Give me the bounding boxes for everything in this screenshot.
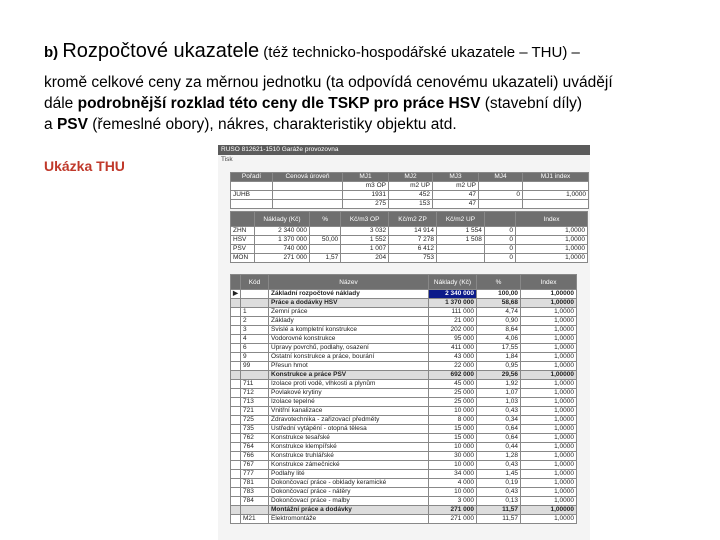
table-header-row (231, 173, 589, 182)
table-cell: 1 554 (437, 227, 485, 236)
table-row[interactable] (231, 353, 577, 362)
name-cell: Montážní práce a dodávky (269, 506, 429, 515)
table-cell: 0 (484, 227, 515, 236)
code-cell (241, 371, 269, 380)
cost-cell: 30 000 (429, 452, 477, 461)
table-row (231, 191, 589, 200)
row-selector[interactable] (231, 479, 241, 488)
percent-cell: 100,00 (477, 290, 521, 299)
units-table (230, 172, 589, 209)
code-cell: 777 (241, 470, 269, 479)
table-cell (523, 200, 589, 209)
code-cell: 725 (241, 416, 269, 425)
table-row[interactable] (231, 290, 577, 299)
table-header-row (231, 275, 577, 290)
table-row[interactable] (231, 452, 577, 461)
name-cell: Vodorovné konstrukce (269, 335, 429, 344)
index-cell: 1,0000 (521, 515, 577, 524)
code-cell: 764 (241, 443, 269, 452)
cost-cell: 692 000 (429, 371, 477, 380)
table-cell (310, 227, 341, 236)
code-cell: 6 (241, 344, 269, 353)
index-cell: 1,00000 (521, 299, 577, 308)
app-title-bar: RUSO 812621-1510 Garáže provozovna (218, 145, 590, 155)
table-row[interactable] (231, 227, 588, 236)
cost-cell: 3 000 (429, 497, 477, 506)
code-cell: 781 (241, 479, 269, 488)
name-cell: Podlahy lité (269, 470, 429, 479)
index-cell: 1,0000 (521, 479, 577, 488)
row-selector[interactable] (231, 299, 241, 308)
name-cell: Konstrukce klempířské (269, 443, 429, 452)
table-row[interactable] (231, 371, 577, 380)
row-selector[interactable] (231, 344, 241, 353)
table-cell (479, 200, 523, 209)
table-row[interactable] (231, 470, 577, 479)
name-cell: Svislé a kompletní konstrukce (269, 326, 429, 335)
table-row[interactable] (231, 479, 577, 488)
heading-title: Rozpočtové ukazatele (62, 40, 260, 62)
index-cell: 1,00000 (521, 506, 577, 515)
table-row[interactable] (231, 236, 588, 245)
row-selector[interactable] (231, 425, 241, 434)
table-cell: 1931 (343, 191, 389, 200)
percent-cell: 0,13 (477, 497, 521, 506)
table-cell: ZHN (231, 227, 255, 236)
percent-cell: 0,44 (477, 443, 521, 452)
percent-cell: 0,64 (477, 425, 521, 434)
column-header[interactable]: % (477, 275, 521, 290)
percent-cell: 29,56 (477, 371, 521, 380)
column-header[interactable]: MJ1 index (523, 173, 589, 182)
row-selector[interactable] (231, 416, 241, 425)
percent-cell: 0,90 (477, 317, 521, 326)
column-header[interactable]: Index (516, 212, 588, 227)
index-cell: 1,0000 (521, 470, 577, 479)
table-cell: m2 UP (389, 182, 433, 191)
table-cell: MON (231, 254, 255, 263)
cost-cell: 25 000 (429, 389, 477, 398)
thu-app-screenshot (218, 145, 590, 540)
table-cell (437, 245, 485, 254)
row-selector[interactable] (231, 407, 241, 416)
table-cell: 47 (433, 200, 479, 209)
row-selector[interactable] (231, 506, 241, 515)
column-header[interactable]: Cenová úroveň (273, 173, 343, 182)
column-header[interactable]: Pořadí (231, 173, 273, 182)
percent-cell: 11,57 (477, 506, 521, 515)
table-cell: 6 412 (389, 245, 437, 254)
percent-cell: 58,68 (477, 299, 521, 308)
cost-cell: 21 000 (429, 317, 477, 326)
text-span: dále (44, 95, 78, 112)
code-cell: 766 (241, 452, 269, 461)
cost-cell: 8 000 (429, 416, 477, 425)
table-cell (310, 245, 341, 254)
body-line-2 (44, 95, 582, 113)
code-cell: M21 (241, 515, 269, 524)
name-cell: Izolace proti vodě, vlhkosti a plynům (269, 380, 429, 389)
table-cell (273, 200, 343, 209)
code-cell: 713 (241, 398, 269, 407)
cost-cell: 4 000 (429, 479, 477, 488)
table-cell: 204 (341, 254, 389, 263)
cost-cell: 271 000 (429, 506, 477, 515)
index-cell: 1,0000 (521, 362, 577, 371)
name-cell: Dokončovací práce - nátěry (269, 488, 429, 497)
name-cell: Zdravotechnika - zařizovací předměty (269, 416, 429, 425)
body-line-1: kromě celkové ceny za měrnou jednotku (ta odpovídá cenovému ukazateli) uvádějí (44, 74, 613, 91)
table-row[interactable] (231, 380, 577, 389)
column-header[interactable]: Kód (241, 275, 269, 290)
cost-cell: 45 000 (429, 380, 477, 389)
percent-cell: 4,06 (477, 335, 521, 344)
table-cell: 740 000 (254, 245, 309, 254)
table-row[interactable] (231, 398, 577, 407)
cost-cell: 411 000 (429, 344, 477, 353)
table-header-row (231, 212, 588, 227)
row-selector[interactable] (231, 488, 241, 497)
index-cell: 1,0000 (521, 452, 577, 461)
index-cell: 1,0000 (521, 344, 577, 353)
percent-cell: 8,64 (477, 326, 521, 335)
name-cell: Konstrukce zámečnické (269, 461, 429, 470)
table-row[interactable] (231, 488, 577, 497)
column-header[interactable]: MJ1 (343, 173, 389, 182)
name-cell: Povlakové krytiny (269, 389, 429, 398)
row-selector[interactable] (231, 452, 241, 461)
code-cell (241, 506, 269, 515)
code-cell: 4 (241, 335, 269, 344)
name-cell: Izolace tepelné (269, 398, 429, 407)
code-cell: 1 (241, 308, 269, 317)
row-selector[interactable] (231, 389, 241, 398)
name-cell: Dokončovací práce - malby (269, 497, 429, 506)
code-cell (241, 299, 269, 308)
table-cell: 1,0000 (516, 227, 588, 236)
column-header[interactable]: MJ3 (433, 173, 479, 182)
cost-cell: 111 000 (429, 308, 477, 317)
row-selector[interactable] (231, 335, 241, 344)
cost-cell: 95 000 (429, 335, 477, 344)
index-cell: 1,0000 (521, 488, 577, 497)
text-span: (řemeslné obory), nákres, charakteristiky objektu atd. (87, 116, 457, 133)
table-cell: 2 340 000 (254, 227, 309, 236)
table-cell (523, 182, 589, 191)
column-header[interactable]: Kč/m3 OP (341, 212, 389, 227)
percent-cell: 1,45 (477, 470, 521, 479)
table-row (231, 182, 589, 191)
row-selector[interactable] (231, 353, 241, 362)
percent-cell: 1,28 (477, 452, 521, 461)
row-selector[interactable] (231, 515, 241, 524)
table-row[interactable] (231, 407, 577, 416)
table-row[interactable] (231, 299, 577, 308)
code-cell: 3 (241, 326, 269, 335)
column-header[interactable]: Index (521, 275, 577, 290)
table-cell: PSV (231, 245, 255, 254)
index-cell: 1,0000 (521, 443, 577, 452)
table-cell (479, 182, 523, 191)
table-cell: 47 (433, 191, 479, 200)
column-header[interactable]: Název (269, 275, 429, 290)
percent-cell: 4,74 (477, 308, 521, 317)
code-cell: 9 (241, 353, 269, 362)
code-cell: 784 (241, 497, 269, 506)
cost-cell: 10 000 (429, 407, 477, 416)
row-selector[interactable] (231, 308, 241, 317)
name-cell: Konstrukce a práce PSV (269, 371, 429, 380)
table-cell (231, 182, 273, 191)
name-cell: Konstrukce tesařské (269, 434, 429, 443)
percent-cell: 1,03 (477, 398, 521, 407)
cost-cell: 10 000 (429, 443, 477, 452)
row-selector[interactable] (231, 380, 241, 389)
code-cell (241, 290, 269, 299)
text-span-bold: podrobnější rozklad této ceny dle TSKP pro práce HSV (77, 95, 481, 112)
index-cell: 1,00000 (521, 371, 577, 380)
table-cell: 1,0000 (516, 236, 588, 245)
percent-cell: 0,19 (477, 479, 521, 488)
index-cell: 1,0000 (521, 425, 577, 434)
table-cell: 1 508 (437, 236, 485, 245)
name-cell: Konstrukce truhlářské (269, 452, 429, 461)
table-row[interactable] (231, 434, 577, 443)
table-cell (273, 182, 343, 191)
name-cell: Ústřední vytápění - otopná tělesa (269, 425, 429, 434)
row-selector[interactable] (231, 470, 241, 479)
percent-cell: 1,92 (477, 380, 521, 389)
name-cell: Vnitřní kanalizace (269, 407, 429, 416)
index-cell: 1,00000 (521, 290, 577, 299)
cost-cell: 34 000 (429, 470, 477, 479)
column-header[interactable]: Kč/m2 ZP (389, 212, 437, 227)
percent-cell: 0,43 (477, 488, 521, 497)
cost-summary-table (230, 211, 588, 263)
table-row[interactable] (231, 362, 577, 371)
cost-cell: 25 000 (429, 398, 477, 407)
row-selector[interactable] (231, 497, 241, 506)
column-header[interactable]: MJ4 (479, 173, 523, 182)
row-selector[interactable] (231, 443, 241, 452)
column-header[interactable] (484, 212, 515, 227)
cost-breakdown-table (230, 274, 577, 524)
row-selector[interactable] (231, 398, 241, 407)
index-cell: 1,0000 (521, 353, 577, 362)
table-row[interactable] (231, 344, 577, 353)
name-cell: Elektromontáže (269, 515, 429, 524)
table-cell: 153 (389, 200, 433, 209)
table-cell: 1 007 (341, 245, 389, 254)
row-selector[interactable] (231, 434, 241, 443)
table-cell: 1,0000 (516, 254, 588, 263)
table-cell: 452 (389, 191, 433, 200)
index-cell: 1,0000 (521, 461, 577, 470)
table-cell: JUHB (231, 191, 273, 200)
index-cell: 1,0000 (521, 380, 577, 389)
column-header[interactable]: Náklady (Kč) (429, 275, 477, 290)
code-cell: 767 (241, 461, 269, 470)
row-selector[interactable] (231, 317, 241, 326)
code-cell: 2 (241, 317, 269, 326)
index-cell: 1,0000 (521, 398, 577, 407)
table-row[interactable] (231, 335, 577, 344)
table-cell: 1,0000 (516, 245, 588, 254)
row-selector[interactable] (231, 461, 241, 470)
percent-cell: 0,43 (477, 461, 521, 470)
row-selector[interactable] (231, 326, 241, 335)
index-cell: 1,0000 (521, 326, 577, 335)
table-row[interactable] (231, 461, 577, 470)
percent-cell: 0,95 (477, 362, 521, 371)
name-cell: Zemní práce (269, 308, 429, 317)
index-cell: 1,0000 (521, 308, 577, 317)
cost-cell: 10 000 (429, 488, 477, 497)
index-cell: 1,0000 (521, 317, 577, 326)
table-cell: 0 (484, 254, 515, 263)
column-header[interactable]: % (310, 212, 341, 227)
cost-cell: 15 000 (429, 425, 477, 434)
row-selector[interactable] (231, 371, 241, 380)
table-cell: m3 OP (343, 182, 389, 191)
table-row[interactable] (231, 515, 577, 524)
index-cell: 1,0000 (521, 407, 577, 416)
cost-cell: 271 000 (429, 515, 477, 524)
code-cell: 783 (241, 488, 269, 497)
table-cell: 1 370 000 (254, 236, 309, 245)
name-cell: Základy (269, 317, 429, 326)
name-cell: Ostatní konstrukce a práce, bourání (269, 353, 429, 362)
column-header (231, 212, 255, 227)
body-line-3 (44, 116, 457, 134)
heading-line (44, 40, 580, 63)
table-row[interactable] (231, 416, 577, 425)
name-cell: Práce a dodávky HSV (269, 299, 429, 308)
table-cell: 271 000 (254, 254, 309, 263)
table-cell (273, 191, 343, 200)
column-header[interactable]: Náklady (Kč) (254, 212, 309, 227)
cost-cell: 202 000 (429, 326, 477, 335)
table-cell (437, 254, 485, 263)
percent-cell: 0,43 (477, 407, 521, 416)
column-header[interactable]: MJ2 (389, 173, 433, 182)
table-row[interactable] (231, 506, 577, 515)
table-cell: 14 914 (389, 227, 437, 236)
index-cell: 1,0000 (521, 335, 577, 344)
code-cell: 712 (241, 389, 269, 398)
cost-cell: 22 000 (429, 362, 477, 371)
index-cell: 1,0000 (521, 434, 577, 443)
table-row[interactable] (231, 497, 577, 506)
sample-label: Ukázka THU (44, 158, 125, 174)
item-letter: b) (44, 44, 59, 61)
table-cell: 1 552 (341, 236, 389, 245)
heading-rest: (též technicko-hospodářské ukazatele – THU) – (259, 44, 580, 61)
table-cell: 753 (389, 254, 437, 263)
cost-cell: 2 340 000 (429, 290, 477, 299)
table-cell: 0 (479, 191, 523, 200)
cost-cell: 15 000 (429, 434, 477, 443)
table-row[interactable] (231, 308, 577, 317)
table-row[interactable] (231, 425, 577, 434)
table-cell: 50,00 (310, 236, 341, 245)
index-cell: 1,0000 (521, 389, 577, 398)
percent-cell: 0,34 (477, 416, 521, 425)
row-selector[interactable]: ▶ (231, 290, 241, 299)
code-cell: 721 (241, 407, 269, 416)
table-row (231, 200, 589, 209)
table-row[interactable] (231, 245, 588, 254)
table-row[interactable] (231, 254, 588, 263)
text-span: a (44, 116, 57, 133)
table-cell: 7 278 (389, 236, 437, 245)
table-cell: 1,0000 (523, 191, 589, 200)
percent-cell: 11,57 (477, 515, 521, 524)
code-cell: 711 (241, 380, 269, 389)
cost-cell: 43 000 (429, 353, 477, 362)
percent-cell: 1,84 (477, 353, 521, 362)
table-cell: 0 (484, 236, 515, 245)
code-cell: 99 (241, 362, 269, 371)
table-row[interactable] (231, 389, 577, 398)
table-row[interactable] (231, 317, 577, 326)
percent-cell: 0,64 (477, 434, 521, 443)
column-header (231, 275, 241, 290)
percent-cell: 1,07 (477, 389, 521, 398)
index-cell: 1,0000 (521, 497, 577, 506)
column-header[interactable]: Kč/m2 UP (437, 212, 485, 227)
table-cell: m2 UP (433, 182, 479, 191)
table-row[interactable] (231, 326, 577, 335)
text-span-bold: PSV (56, 116, 88, 133)
table-cell: 275 (343, 200, 389, 209)
percent-cell: 17,55 (477, 344, 521, 353)
code-cell: 762 (241, 434, 269, 443)
cost-cell: 1 370 000 (429, 299, 477, 308)
cost-cell: 10 000 (429, 461, 477, 470)
table-cell: 3 032 (341, 227, 389, 236)
text-span: (stavební díly) (480, 95, 583, 112)
name-cell: Úpravy povrchů, podlahy, osazení (269, 344, 429, 353)
table-cell: 1,57 (310, 254, 341, 263)
index-cell: 1,0000 (521, 416, 577, 425)
name-cell: Přesun hmot (269, 362, 429, 371)
row-selector[interactable] (231, 362, 241, 371)
table-cell: 0 (484, 245, 515, 254)
table-cell: HSV (231, 236, 255, 245)
app-menu-bar[interactable]: Tisk (221, 156, 233, 163)
name-cell: Základní rozpočtové náklady (269, 290, 429, 299)
table-cell (231, 200, 273, 209)
name-cell: Dokončovací práce - obklady keramické (269, 479, 429, 488)
table-row[interactable] (231, 443, 577, 452)
code-cell: 735 (241, 425, 269, 434)
